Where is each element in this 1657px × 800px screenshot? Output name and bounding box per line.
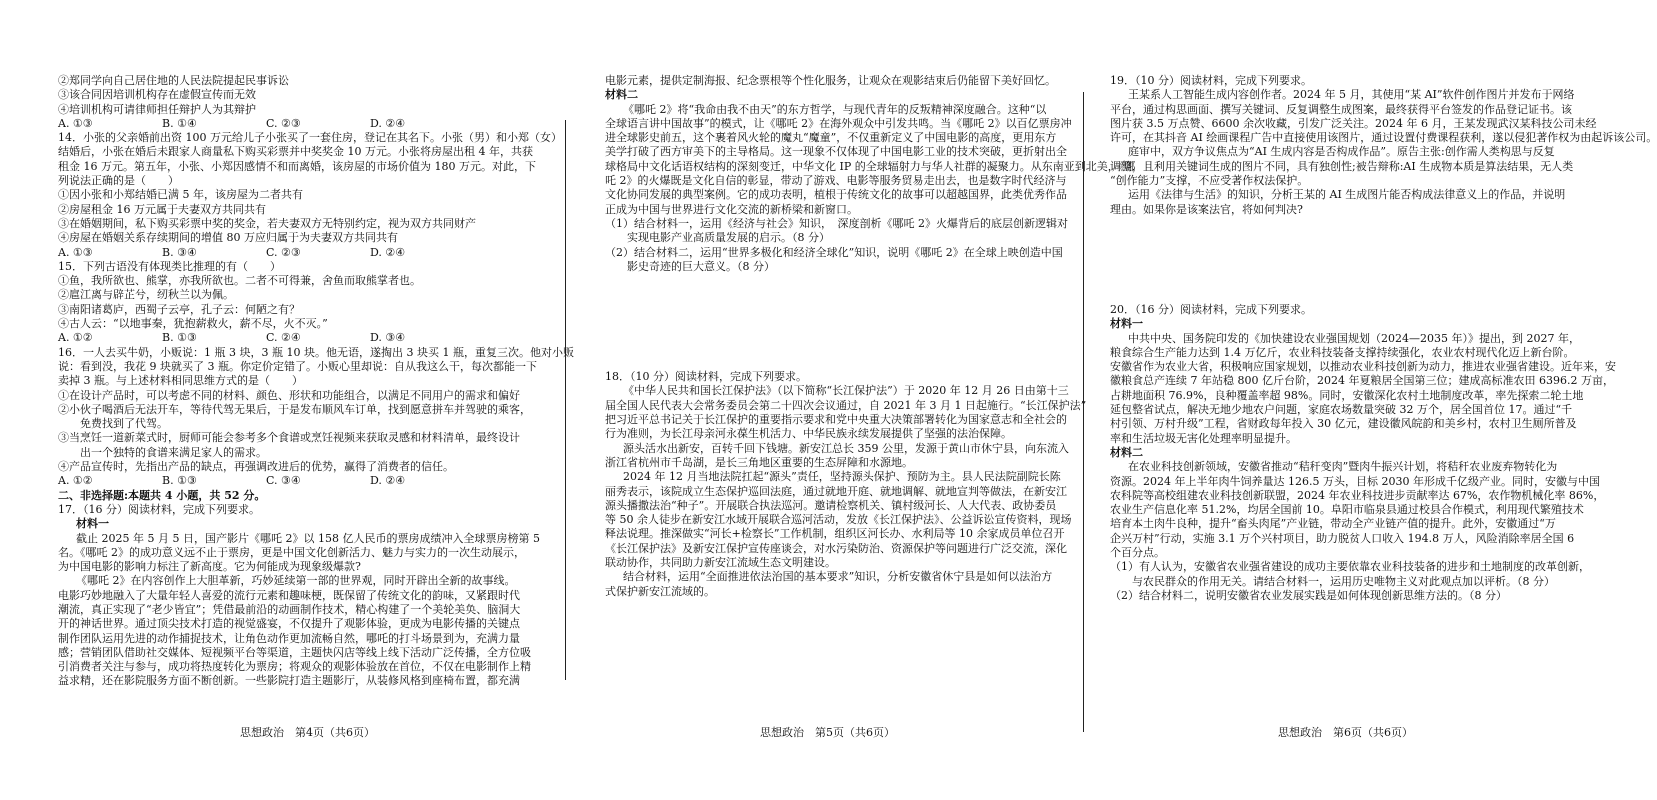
q14-line: 列说法正确的是（ ）	[58, 174, 179, 188]
material-line: 吒 2》的火爆既是文化自信的彰显，带动了游戏、电影等服务贸易走出去，也是数字时代经济与	[605, 174, 1067, 188]
material-line: 行为准则，为长江母亲河永葆生机活力、中华民族永续发展提供了坚强的法治保障。	[605, 427, 1012, 441]
q20-sub-1: 与农民群众的作用无关。请结合材料一，运用历史唯物主义对此观点加以评析。（8 分）	[1132, 574, 1555, 588]
material-line: 感；营销团队借助社交媒体、短视频平台等渠道，主题快闪店等线上线下活动广泛传播，全方位吸	[58, 645, 531, 659]
q20-material-1	[1110, 331, 1616, 446]
material-line: 资源。2024 年上半年肉牛饲养量达 126.5 万头，目标 2030 年形成千亿级产业。同时，安徽与中国	[1110, 474, 1600, 488]
q14-line: 租金 16 万元。第五年，小张、小郑因感情不和而离婚，该房屋的市场价值为 180 万元。对此，下	[58, 159, 536, 173]
option-d: D. ②④	[370, 245, 406, 259]
q16-line: 免费找到了代驾。	[80, 417, 168, 431]
material-line: 联动协作，共同助力新安江流域生态文明建设。	[605, 556, 836, 570]
material-line: 平台，通过构思画面、撰写关键词、反复调整生成图案，最终获得平台签发的作品登记证书。该	[1110, 102, 1572, 116]
page-5-column	[575, 0, 1136, 800]
q13-item-4: ④培训机构可请律师担任辩护人为其辩护	[58, 102, 256, 116]
material-line: 粮食综合生产能力达到 1.4 万亿斤，农业科技装备支撑持续强化，农业农村现代化迈上新台阶。	[1110, 345, 1575, 359]
q14-options	[58, 246, 555, 260]
q14	[58, 131, 562, 245]
material-line: 2024 年 12 月当地法院扛起“源头”责任，坚持源头保护、预防为主。县人民法院副院长陈	[623, 470, 1061, 484]
q13-tail	[58, 74, 555, 117]
option-b: B. ③④	[162, 245, 197, 259]
q17-sub-2: 影史奇迹的巨大意义。（8 分）	[627, 259, 775, 273]
section-heading: 二、非选择题:本题共 4 小题，共 52 分。	[58, 488, 266, 502]
material-1-label: 材料一	[1110, 317, 1143, 331]
q14-line: ①因小张和小郑结婚已满 5 年，该房屋为二者共有	[58, 188, 303, 202]
option-c: C. ②④	[266, 331, 301, 345]
q17-material-2	[605, 102, 1136, 217]
q18-question: 式保护新安江流域的。	[605, 584, 715, 598]
q17-sub-2: （2）结合材料二，运用“世界多极化和经济全球化”知识，说明《哪吒 2》在全球上映创造中国	[605, 245, 1063, 259]
q13-options	[58, 117, 555, 131]
material-line: 农业生产信息化率 51.2%，均居全国前 10。阜阳市临泉县通过校县合作模式，利用现代繁殖技术	[1110, 503, 1584, 517]
q16-options	[58, 474, 555, 488]
q14-line: 结婚后，小张在婚后未跟家人商量私下购买彩票并中奖奖金 10 万元。小张将房屋出租 4 年，共获	[58, 145, 533, 159]
q14-line: ③在婚姻期间，私下购买彩票中奖的奖金，若夫妻双方无特别约定，视为双方共同财产	[58, 216, 476, 230]
material-line: 在农业科技创新领域，安徽省推动“秸秆变肉”暨肉牛振兴计划，将秸秆农业废弃物转化为	[1128, 460, 1558, 474]
material-line: 球格局中文化话语权结构的深刻变迁，中华文化 IP 的全球辐射力与华人社群的凝聚力。从东南亚到北美，《哪	[605, 159, 1136, 173]
material-2-label: 材料二	[1110, 445, 1143, 459]
material-line: 图片获 3.5 万点赞、6600 余次收藏，引发广泛关注。2024 年 6 月，王某发现武汉某科技公司未经	[1110, 116, 1597, 130]
material-line: 源头播撒法治“种子”。开展联合执法巡河。邀请检察机关、镇村级河长、人大代表、政协委员	[605, 498, 1057, 512]
option-c: C. ②③	[266, 116, 301, 130]
q15	[58, 260, 555, 331]
material-line: 益求精，还在影院服务方面不断创新。一些影院打造主题影厅，从装修风格到座椅布置，都充满	[58, 674, 520, 688]
material-line: 许可，在其抖音 AI 绘画课程广告中直接使用该图片，通过设置付费课程获利，遂以侵犯著作权为由起诉该公司。	[1110, 131, 1657, 145]
material-line: “创作能力”支撑，不应受著作权法保护。	[1110, 174, 1309, 188]
option-c: C. ②③	[266, 245, 301, 259]
material-line: 企兴万村”行动，实施 3.1 万个兴村项目，助力脱贫人口收入 194.8 万人，风险消除率居全国 6	[1110, 531, 1575, 545]
material-line: 为中国电影的影响力标注了新高度。它为何能成为现象级爆款?	[58, 560, 361, 574]
q16-line: 卖掉 3 瓶。与上述材料相同思维方式的是（ ）	[58, 374, 303, 388]
material-line: 占耕地面积 76.9%，良种覆盖率超 98%。同时，安徽深化农村土地制度改革，率先探索二轮土地	[1110, 388, 1584, 402]
option-b: B. ①③	[162, 331, 197, 345]
q13-item-3: ③该合同因培训机构存在虚假宣传而无效	[58, 88, 256, 102]
page-4-column	[0, 0, 575, 800]
q16-line: ①在设计产品时，可以考虑不同的材料、颜色、形状和功能组合，以满足不同用户的需求和偏好	[58, 388, 520, 402]
option-a: A. ①②	[58, 331, 93, 345]
material-line: 文化协同发展的典型案例。它的成功表明，植根于传统文化的故事可以超越国界，此类优秀作品	[605, 188, 1067, 202]
material-line: 名。《哪吒 2》的成功意义远不止于票房，更是中国文化创新活力、魅力与实力的一次生动展示，	[58, 545, 525, 559]
q16-line: 16．一人去买牛奶，小贩说：1 瓶 3 块，3 瓶 10 块。他无语，遂掏出 3 块买 1 瓶，重复三次。他对小贩	[58, 345, 574, 359]
option-d: D. ③④	[370, 331, 406, 345]
material-line: 截止 2025 年 5 月 5 日，国产影片《哪吒 2》以 158 亿人民币的票房成绩冲入全球票房榜第 5	[76, 531, 540, 545]
q13-item-2: ②郑同学向自己居住地的人民法院提起民事诉讼	[58, 74, 289, 87]
q19-question: 运用《法律与生活》的知识，分析王某的 AI 生成图片能否构成法律意义上的作品，并说明	[1128, 188, 1566, 202]
material-line: 中共中央、国务院印发的《加快建设农业强国规划（2024—2035 年）》提出，到 2027 年，	[1128, 331, 1580, 345]
q18-question: 结合材料，运用“全面推进依法治国的基本要求”知识，分析安徽省休宁县是如何以法治方	[623, 570, 1053, 584]
option-b: B. ①④	[162, 116, 197, 130]
q14-line: ②房屋租金 16 万元属于夫妻双方共同共有	[58, 202, 266, 216]
q19-material	[1110, 88, 1657, 217]
material-line: 源头活水出新安，百转千回下钱塘。新安江总长 359 公里，发源于黄山市休宁县，向东流入	[623, 441, 1069, 455]
material-line: 等 50 余人徒步在新安江水域开展联合巡河活动，发放《长江保护法》、公益诉讼宣传资料，现场	[605, 513, 1072, 527]
material-line: 培育本土肉牛良种，提升“畜头肉尾”产业链，带动全产业链产值的提升。此外，安徽通过“万	[1110, 517, 1556, 531]
material-line: 美学打破了西方审美下的主导格局。这一现象不仅体现了中国电影工业的技术突破，更折射出全	[605, 145, 1067, 159]
q15-line: ③南阳诸葛庐，西蜀子云亭，孔子云：何陋之有？	[58, 302, 300, 316]
material-line: 村引领、万村升级”工程，省财政每年投入 30 亿元，建设徽风皖韵和美乡村，农村卫生厕所普及	[1110, 417, 1577, 431]
page-6-column	[1090, 0, 1657, 800]
q20-sub-2: （2）结合材料二，说明安徽省农业发展实践是如何体现创新思维方法的。（8 分）	[1110, 588, 1507, 602]
material-line: 届全国人民代表大会常务委员会第二十四次会议通过，自 2021 年 3 月 1 日起施行。“长江保护法”	[605, 398, 1087, 412]
q15-line: ②扈江离与辟芷兮，纫秋兰以为佩。	[58, 288, 234, 302]
material-line: 个百分点。	[1110, 546, 1165, 560]
q20-material-2	[1110, 460, 1605, 560]
material-2-label: 材料二	[605, 88, 638, 102]
material-line: 全球语言讲中国故事”的模式，让《哪吒 2》在海外观众中引发共鸣。当《哪吒 2》以百亿票房冲	[605, 116, 1072, 130]
material-line: 庭审中，双方争议焦点为“AI 生成内容是否构成作品”。原告主张:创作需人类构思与反复	[1128, 145, 1555, 159]
option-b: B. ①③	[162, 474, 197, 488]
material-line: 《长江保护法》及新安江保护宣传座谈会，对水污染防治、资源保护等问题进行广泛交流，深化	[605, 541, 1067, 555]
material-line: 把习近平总书记关于长江保护的重要指示要求和党中央重大决策部署转化为国家意志和全社会的	[605, 413, 1067, 427]
q16-line: ②小伙子喝酒后无法开车，等待代驾无果后，于是发布顺风车订单，找到愿意拼车并驾驶的乘客，	[58, 402, 531, 416]
q20-heading: 20．（16 分）阅读材料，完成下列要求。	[1110, 302, 1312, 316]
material-line: 《哪吒 2》在内容创作上大胆革新，巧妙延续第一部的世界观，同时开辟出全新的故事线。	[76, 574, 516, 588]
q16-line: 说：看到没，我花 9 块就买了 3 瓶。你定价定错了。小贩心里却说：自从我这么干，每次都能一下	[58, 359, 537, 373]
material-line: 率和生活垃圾无害化处理率明显提升。	[1110, 431, 1297, 445]
q17-material-1	[58, 532, 555, 689]
q18-material	[605, 384, 1087, 598]
q17-heading: 17．（16 分）阅读材料，完成下列要求。	[58, 502, 260, 516]
q16	[58, 345, 574, 475]
q14-line: 14．小张的父亲婚前出资 100 万元给儿子小张买了一套住房，登记在其名下。小张（男）和小郑（女）	[58, 131, 562, 145]
material-line: 王某系人工智能生成内容创作者。2024 年 5 月，其使用“某 AI”软件创作图片并发布于网络	[1128, 88, 1575, 102]
q19-heading: 19．（10 分）阅读材料，完成下列要求。	[1110, 74, 1312, 87]
option-c: C. ③④	[266, 474, 301, 488]
q16-line: 出一个独特的食谱来满足家人的需求。	[80, 445, 267, 459]
material-line: 延包整省试点，解决无地少地农户问题，家庭农场数量突破 32 万个，居全国首位 17。通过“千	[1110, 403, 1573, 417]
material-line: 制作团队运用先进的动作捕捉技术，让角色动作更加流畅自然，哪吒的打斗场景到为，充满力量	[58, 631, 520, 645]
material-line: 正成为中国与世界进行文化交流的新桥梁和新窗口。	[605, 202, 858, 216]
q14-line: ④房屋在婚姻关系存续期间的增值 80 万应归属于为夫妻双方共同共有	[58, 231, 398, 245]
q16-line: ③当烹饪一道新菜式时，厨师可能会参考多个食谱或烹饪视频来获取灵感和材料清单，最终设计	[58, 431, 520, 445]
option-a: A. ①②	[58, 474, 93, 488]
material-line: 开的神话世界。通过顶尖技术打造的视觉盛宴，不仅提升了观影体验，更成为电影传播的关键点	[58, 617, 520, 631]
material-line: 潮流，真正实现了“老少皆宜”；凭借最前沿的动画制作技术，精心构建了一个美轮美奂、脑洞大	[58, 602, 521, 616]
q20-sub-1: （1）有人认为，安徽省农业强省建设的成功主要依靠农业科技装备的进步和土地制度的改革创新，	[1110, 560, 1590, 574]
q17-sub-1: 实现电影产业高质量发展的启示。（8 分）	[627, 231, 830, 245]
material-line: 释法说理。推深做实“河长+检察长”工作机制，组织区河长办、水利局等 10 余家成员单位召开	[605, 527, 1065, 541]
material-line: 电影巧妙地融入了大量年轻人喜爱的流行元素和趣味梗，既保留了传统文化的韵味，又紧跟时代	[58, 588, 520, 602]
material-line: 调整，且利用关键词生成的图片不同，具有独创性;被告辩称:AI 生成物本质是算法结果，无人类	[1110, 159, 1574, 173]
q15-line: ④古人云：“以地事秦，犹抱薪救火，薪不尽，火不灭。”	[58, 317, 328, 331]
option-a: A. ①③	[58, 116, 93, 130]
q19-question: 理由。如果你是该案法官，将如何判决?	[1110, 202, 1303, 216]
material-line: 丽秀表示，该院成立生态保护巡回法庭，通过就地开庭、就地调解、就地宣判等做法，在新安江	[605, 484, 1067, 498]
q15-line: ①鱼，我所欲也、熊掌，亦我所欲也。二者不可得兼，舍鱼而取熊掌者也。	[58, 274, 421, 288]
q18-heading: 18．（10 分）阅读材料，完成下列要求。	[605, 370, 807, 384]
material-line: 电影元素，提供定制海报、纪念票根等个性化服务，让观众在观影结束后仍能留下美好回忆。	[605, 74, 1056, 87]
material-line: 浙江省杭州市千岛湖，是长三角地区重要的生态屏障和水源地。	[605, 455, 913, 469]
material-line: 农科院等高校组建农业科技创新联盟，2024 年农业科技进步贡献率达 67%，农作物机械化率 86%，	[1110, 488, 1605, 502]
page-footer-4: 思想政治 第4页（共6页）	[240, 726, 375, 739]
q15-options	[58, 331, 555, 345]
material-line: 引消费者关注与参与，成功将热度转化为票房；将观众的观影体验放在首位，不仅在电影制作上精	[58, 660, 531, 674]
q15-line: 15．下列古语没有体现类比推理的有（ ）	[58, 259, 281, 273]
material-1-label: 材料一	[76, 517, 109, 531]
material-line: 徽粮食总产连续 7 年站稳 800 亿斤台阶，2024 年夏粮居全国第三位；建成高标准农田 6396.2 万亩，	[1110, 374, 1614, 388]
material-line: 进全球影史前五，这个裹着风火轮的魔丸“魔童”，不仅重新定义了中国电影的高度，更用东方	[605, 131, 1057, 145]
material-line: 安徽省作为农业大省，积极响应国家规划，以推动农业科技创新为动力，推进农业强省建设。近年来，安	[1110, 360, 1616, 374]
q17-sub-1: （1）结合材料一，运用《经济与社会》知识， 深度剖析《哪吒 2》火爆背后的底层创新逻辑对	[605, 216, 1068, 230]
option-d: D. ②④	[370, 116, 406, 130]
material-line: 《哪吒 2》将“我命由我不由天”的东方哲学，与现代青年的反叛精神深度融合。这种“以	[623, 102, 1047, 116]
page-footer-5: 思想政治 第5页（共6页）	[760, 726, 895, 739]
option-d: D. ②④	[370, 474, 406, 488]
q16-line: ④产品宣传时，先指出产品的缺点，再强调改进后的优势，赢得了消费者的信任。	[58, 460, 454, 474]
option-a: A. ①③	[58, 245, 93, 259]
material-line: 《中华人民共和国长江保护法》（以下简称“长江保护法”）于 2020 年 12 月 26 日由第十三	[623, 384, 1069, 398]
page-footer-6: 思想政治 第6页（共6页）	[1278, 726, 1413, 739]
